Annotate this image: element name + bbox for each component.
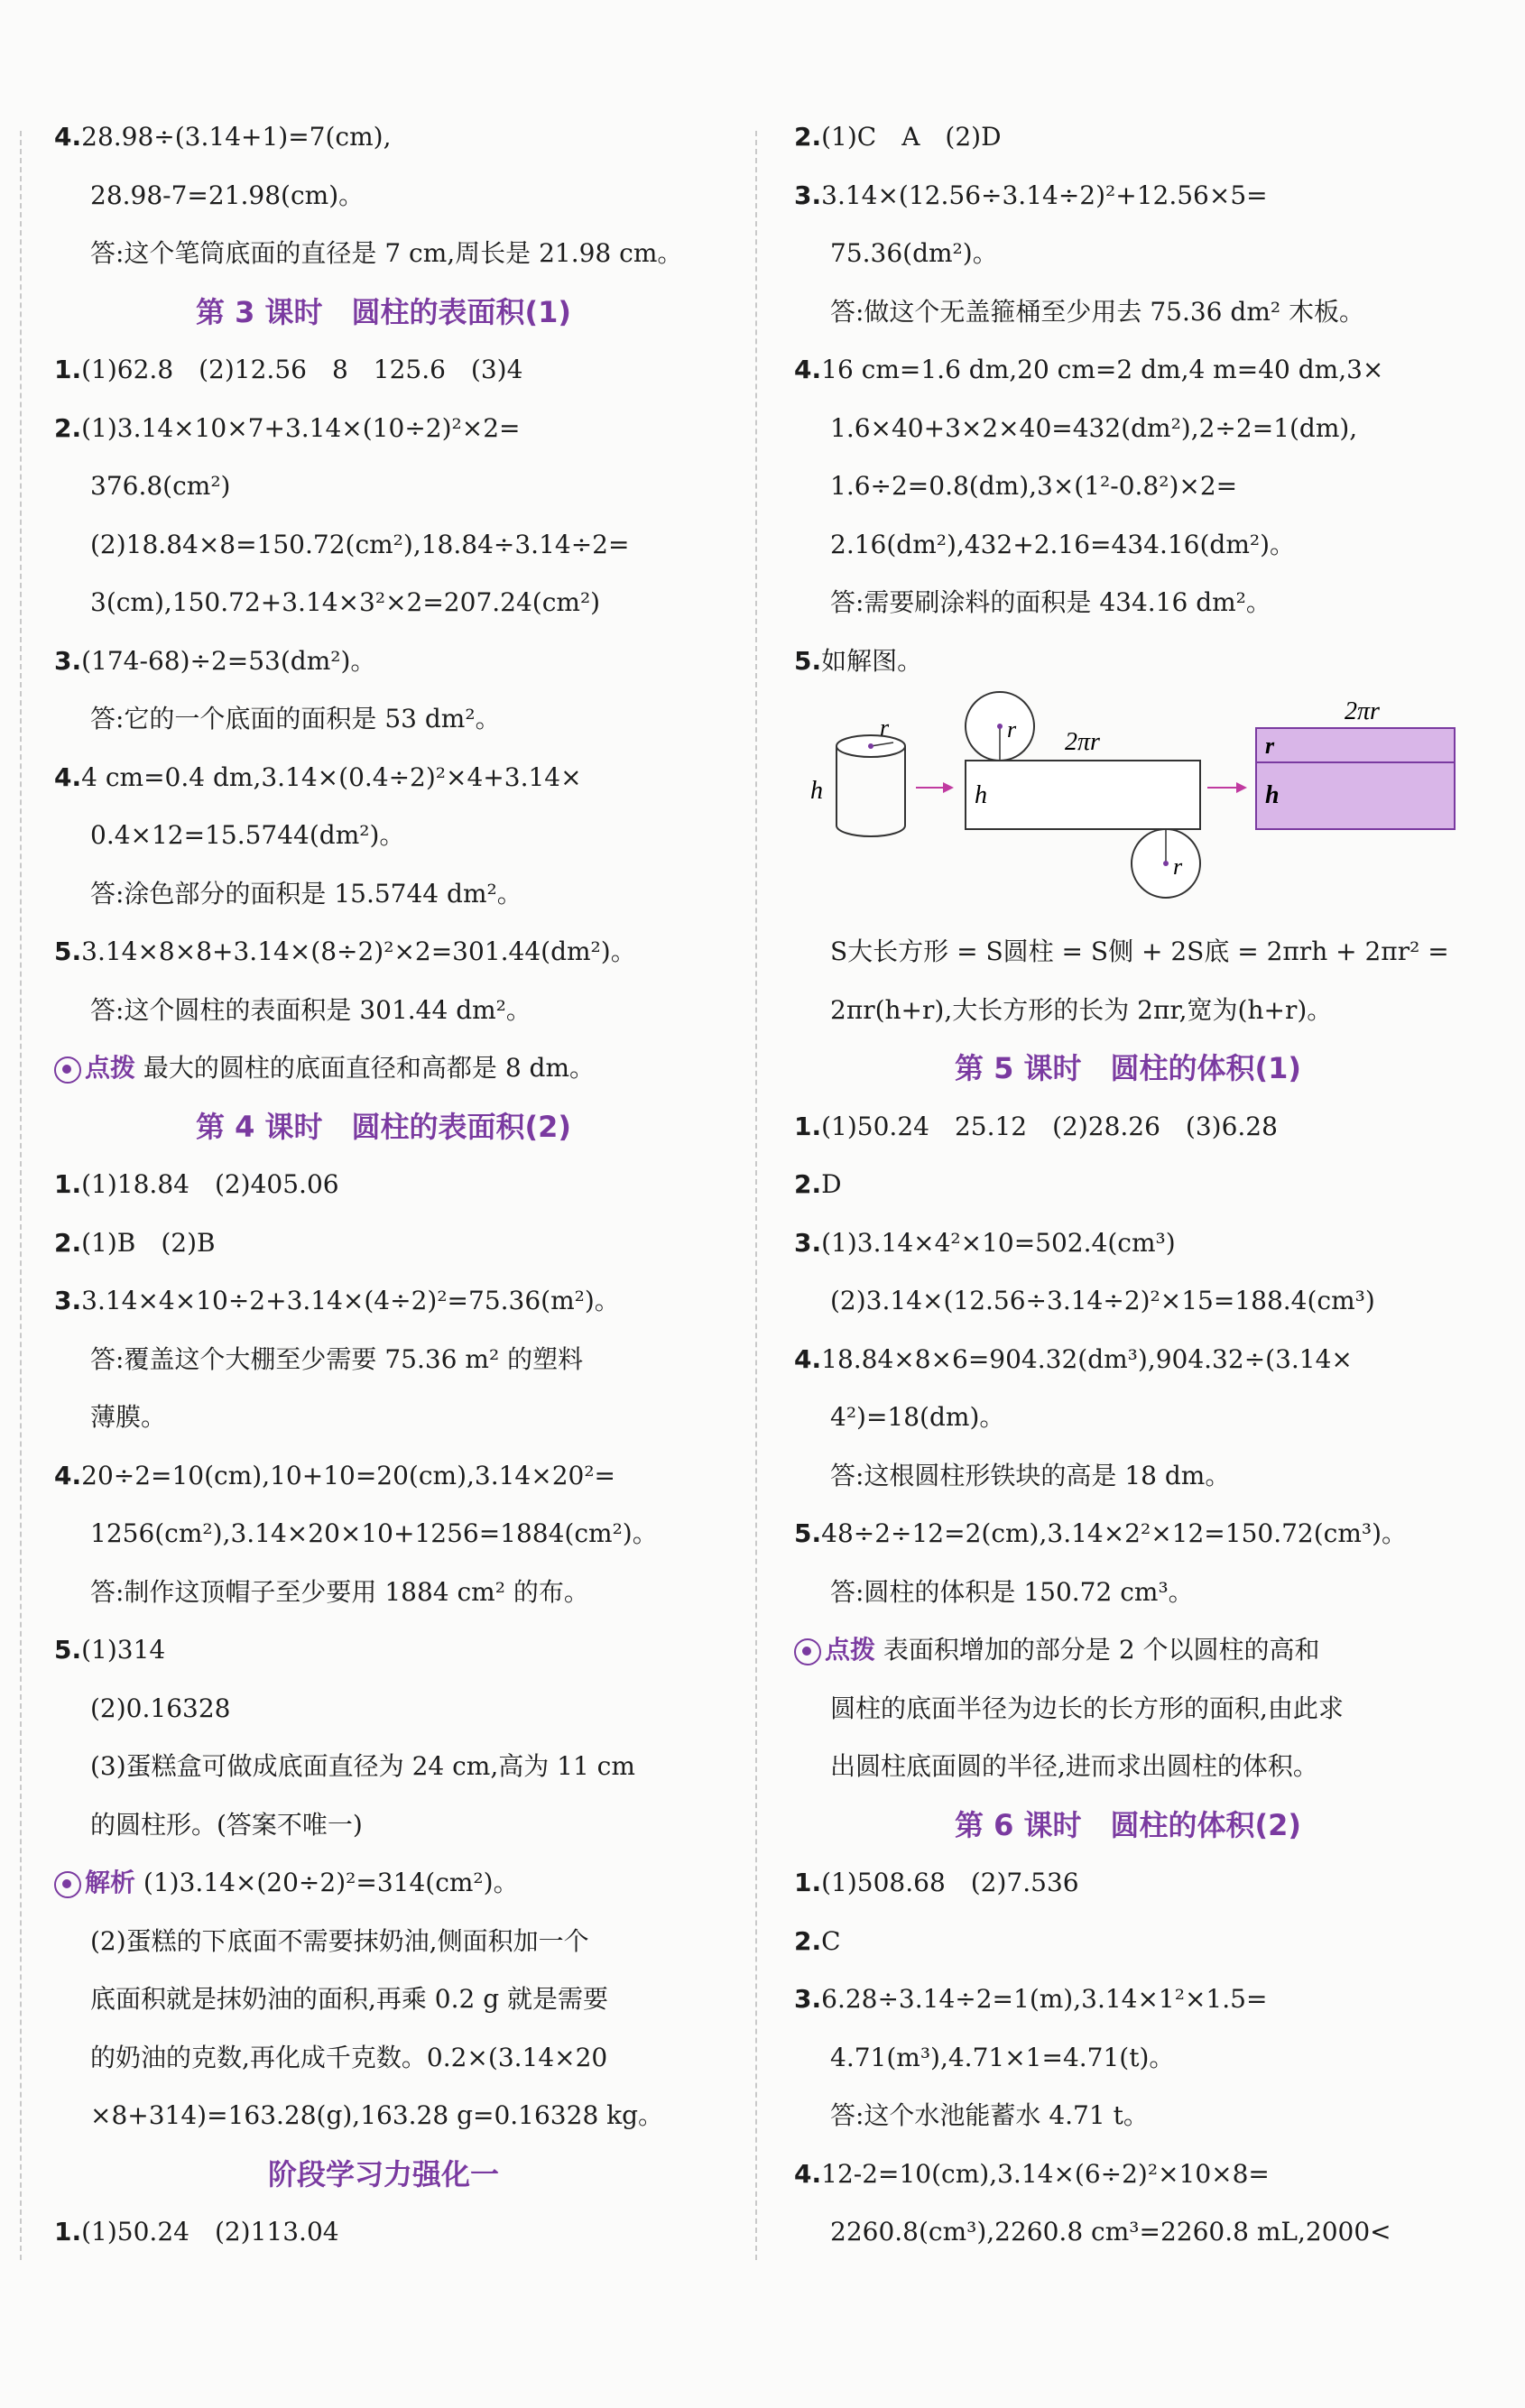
answer-text: 18.84×8×6=904.32(dm³),904.32÷(3.14× [821,1343,1353,1374]
note-text: 最大的圆柱的底面直径和高都是 8 dm。 [135,1053,596,1083]
answer-text: 28.98÷(3.14+1)=7(cm), [81,122,392,152]
answer-line [54,923,713,982]
rect-2pir-label: 2πr [1065,728,1100,756]
answer-continuation: 答:涂色部分的面积是 15.5744 dm²。 [90,878,522,909]
answer-line [794,1331,1462,1389]
arrow-1 [916,782,954,793]
answer-continuation: 0.4×12=15.5744(dm²)。 [90,820,405,850]
question-number: 3. [54,645,82,676]
section-heading: 第 3 课时 圆柱的表面积(1) [195,294,572,329]
figure-svg [794,690,1462,923]
section-heading: 第 5 课时 圆柱的体积(1) [954,1051,1302,1085]
answer-continuation: ×8+314)=163.28(g),163.28 g=0.16328 kg。 [90,2100,664,2130]
question-number: 4. [794,355,822,384]
question-number: 1. [54,355,82,384]
note-text: 表面积增加的部分是 2 个以圆柱的高和 [875,1635,1320,1665]
left-column [54,108,713,2262]
answer-continuation: 答:这个水池能蓄水 4.71 t。 [830,2100,1149,2130]
top-circle-r-label: r [1007,716,1017,743]
answer-text: 如解图。 [821,645,923,676]
answer-line [54,749,713,807]
answer-continuation: 答:覆盖这个大棚至少需要 75.36 m² 的塑料 [90,1343,584,1374]
question-number: 2. [794,122,822,152]
section-heading: 第 6 课时 圆柱的体积(2) [954,1807,1302,1842]
answer-line [794,1156,1462,1214]
answer-line [794,167,1462,226]
left-margin-rule [20,131,22,2260]
question-number: 5. [794,645,822,676]
answer-continuation: 1.6×40+3×2×40=432(dm²),2÷2=1(dm), [830,412,1358,443]
answer-text: (1)508.68 (2)7.536 [821,1868,1079,1897]
answer-line [794,1854,1462,1913]
answer-continuation: 376.8(cm²) [90,471,231,501]
answer-continuation: (2)3.14×(12.56÷3.14÷2)²×15=188.4(cm³) [830,1286,1375,1315]
answer-text: 12-2=10(cm),3.14×(6÷2)²×10×8= [821,2158,1270,2189]
answer-text: 16 cm=1.6 dm,20 cm=2 dm,4 m=40 dm,3× [821,355,1384,384]
right-column [794,108,1462,2262]
note-tag: 点拨 [825,1635,876,1665]
question-number: 2. [54,412,82,443]
answer-text: 4 cm=0.4 dm,3.14×(0.4÷2)²×4+3.14× [81,761,582,792]
section-heading: 阶段学习力强化一 [267,2156,499,2191]
question-number: 3. [794,180,822,210]
answer-text: 6.28÷3.14÷2=1(m),3.14×1²×1.5= [821,1984,1268,2014]
net-rectangle [966,761,1200,829]
big-rectangle [1256,728,1455,829]
answer-text: (1)C A (2)D [821,122,1002,152]
answer-line [54,108,713,167]
answer-continuation: 答:圆柱的体积是 150.72 cm³。 [830,1576,1194,1607]
answer-text: 3.14×8×8+3.14×(8÷2)²×2=301.44(dm²)。 [81,936,636,966]
answer-line [54,341,713,400]
note-tag: 点拨 [85,1053,136,1083]
answer-continuation: 出圆柱底面圆的半径,进而求出圆柱的体积。 [830,1751,1318,1781]
answer-text: 3.14×(12.56÷3.14÷2)²+12.56×5= [821,180,1268,210]
answer-continuation: 4.71(m³),4.71×1=4.71(t)。 [830,2042,1175,2072]
note-line [794,1621,1462,1680]
answer-line [794,1970,1462,2029]
question-number: 1. [794,1111,822,1141]
answer-continuation: (3)蛋糕盒可做成底面直径为 24 cm,高为 11 cm [90,1751,635,1781]
answer-text: 20÷2=10(cm),10+10=20(cm),3.14×20²= [81,1460,616,1490]
answer-text: (1)3.14×4²×10=502.4(cm³) [821,1227,1176,1258]
answer-line [794,1505,1462,1564]
answer-line [794,632,1462,691]
answer-text: (1)62.8 (2)12.56 8 125.6 (3)4 [81,355,523,384]
answer-text: 48÷2÷12=2(cm),3.14×2²×12=150.72(cm³)。 [821,1518,1408,1548]
answer-continuation: S大长方形 = S圆柱 = S侧 + 2S底 = 2πrh + 2πr² = [830,936,1449,966]
answer-text: (1)50.24 25.12 (2)28.26 (3)6.28 [821,1111,1278,1141]
column-divider [755,131,757,2260]
answer-continuation: 答:这个笔筒底面的直径是 7 cm,周长是 21.98 cm。 [90,238,683,268]
question-number: 4. [54,1460,82,1490]
question-number: 4. [54,122,82,152]
answer-line [54,2203,713,2262]
bottom-circle-r-label: r [1173,853,1183,880]
arrow-2 [1207,782,1247,793]
right-column-bottom [794,923,1462,2262]
answer-continuation: 答:做这个无盖箍桶至少用去 75.36 dm² 木板。 [830,296,1364,327]
right-column-top [794,108,1462,690]
big-rect-h-label: h [1265,781,1280,809]
answer-text: (1)314 [81,1635,166,1665]
note-line [54,1854,713,1913]
answer-continuation: 答:这个圆柱的表面积是 301.44 dm²。 [90,994,531,1025]
answer-line [54,1272,713,1331]
question-number: 3. [794,1984,822,2014]
bulb-icon [54,1056,81,1084]
answer-text: 3.14×4×10÷2+3.14×(4÷2)²=75.36(m²)。 [81,1286,620,1315]
bulb-icon [54,1871,81,1898]
answer-line [54,632,713,691]
cyl-h-label: h [810,777,823,805]
question-number: 5. [54,936,82,966]
question-number: 3. [794,1227,822,1258]
answer-continuation: (2)18.84×8=150.72(cm²),18.84÷3.14÷2= [90,529,630,559]
big-rect-r-label: r [1265,733,1275,759]
question-number: 1. [54,2217,82,2247]
question-number: 4. [54,761,82,792]
answer-line [54,1214,713,1273]
answer-text: (1)18.84 (2)405.06 [81,1169,339,1199]
answer-continuation: 答:这根圆柱形铁块的高是 18 dm。 [830,1460,1231,1490]
answer-continuation: (2)蛋糕的下底面不需要抹奶油,侧面积加一个 [90,1925,589,1956]
bulb-icon [794,1638,821,1665]
question-number: 5. [794,1518,822,1548]
cylinder-unfold-figure [794,690,1462,923]
question-number: 2. [794,1169,822,1199]
answer-continuation: 的圆柱形。(答案不唯一) [90,1809,363,1840]
answer-continuation: 3(cm),150.72+3.14×3²×2=207.24(cm²) [90,587,601,617]
answer-continuation: 4²)=18(dm)。 [830,1402,1005,1432]
answer-continuation: 2.16(dm²),432+2.16=434.16(dm²)。 [830,529,1296,559]
section-heading: 第 4 课时 圆柱的表面积(2) [195,1109,572,1144]
answer-line [54,1156,713,1214]
answer-continuation: 答:制作这顶帽子至少要用 1884 cm² 的布。 [90,1576,589,1607]
cylinder-shape [836,735,905,836]
question-number: 4. [794,2158,822,2189]
answer-text: (1)50.24 (2)113.04 [81,2217,339,2247]
cyl-r-label: r [880,715,890,741]
note-line [54,1039,713,1098]
answer-continuation: 1256(cm²),3.14×20×10+1256=1884(cm²)。 [90,1518,658,1548]
answer-continuation: 2πr(h+r),大长方形的长为 2πr,宽为(h+r)。 [830,994,1333,1025]
note-text: (1)3.14×(20÷2)²=314(cm²)。 [135,1868,519,1897]
answer-text: D [821,1169,842,1199]
answer-line [794,1913,1462,1971]
rect-h-label: h [975,781,987,809]
question-number: 2. [54,1227,82,1258]
question-number: 1. [54,1169,82,1199]
note-tag: 解析 [85,1868,136,1897]
answer-text: (1)3.14×10×7+3.14×(10÷2)²×2= [81,412,521,443]
answer-line [794,108,1462,167]
question-number: 2. [794,1925,822,1956]
answer-continuation: 2260.8(cm³),2260.8 cm³=2260.8 mL,2000< [830,2217,1391,2247]
answer-continuation: 28.98-7=21.98(cm)。 [90,180,365,210]
answer-line [54,1621,713,1680]
question-number: 1. [794,1868,822,1897]
answer-text: (1)B (2)B [81,1227,216,1258]
answer-continuation: 1.6÷2=0.8(dm),3×(1²-0.8²)×2= [830,471,1238,501]
answer-continuation: 75.36(dm²)。 [830,238,998,268]
answer-line [794,1098,1462,1157]
answer-continuation: (2)0.16328 [90,1693,231,1723]
big-rect-2pir-label: 2πr [1345,697,1380,725]
answer-line [54,400,713,458]
answer-text: C [821,1925,841,1956]
answer-line [794,1214,1462,1273]
answer-line [794,341,1462,400]
question-number: 3. [54,1286,82,1315]
question-number: 4. [794,1343,822,1374]
answer-continuation: 答:需要刷涂料的面积是 434.16 dm²。 [830,587,1271,617]
answer-continuation: 薄膜。 [90,1402,167,1432]
question-number: 5. [54,1635,82,1665]
answer-continuation: 圆柱的底面半径为边长的长方形的面积,由此求 [830,1693,1344,1723]
answer-continuation: 答:它的一个底面的面积是 53 dm²。 [90,704,501,733]
answer-line [54,1447,713,1506]
answer-continuation: 底面积就是抹奶油的面积,再乘 0.2 g 就是需要 [90,1984,609,2014]
answer-text: (174-68)÷2=53(dm²)。 [81,645,376,676]
answer-continuation: 的奶油的克数,再化成千克数。0.2×(3.14×20 [90,2042,608,2072]
answer-line [794,2145,1462,2204]
